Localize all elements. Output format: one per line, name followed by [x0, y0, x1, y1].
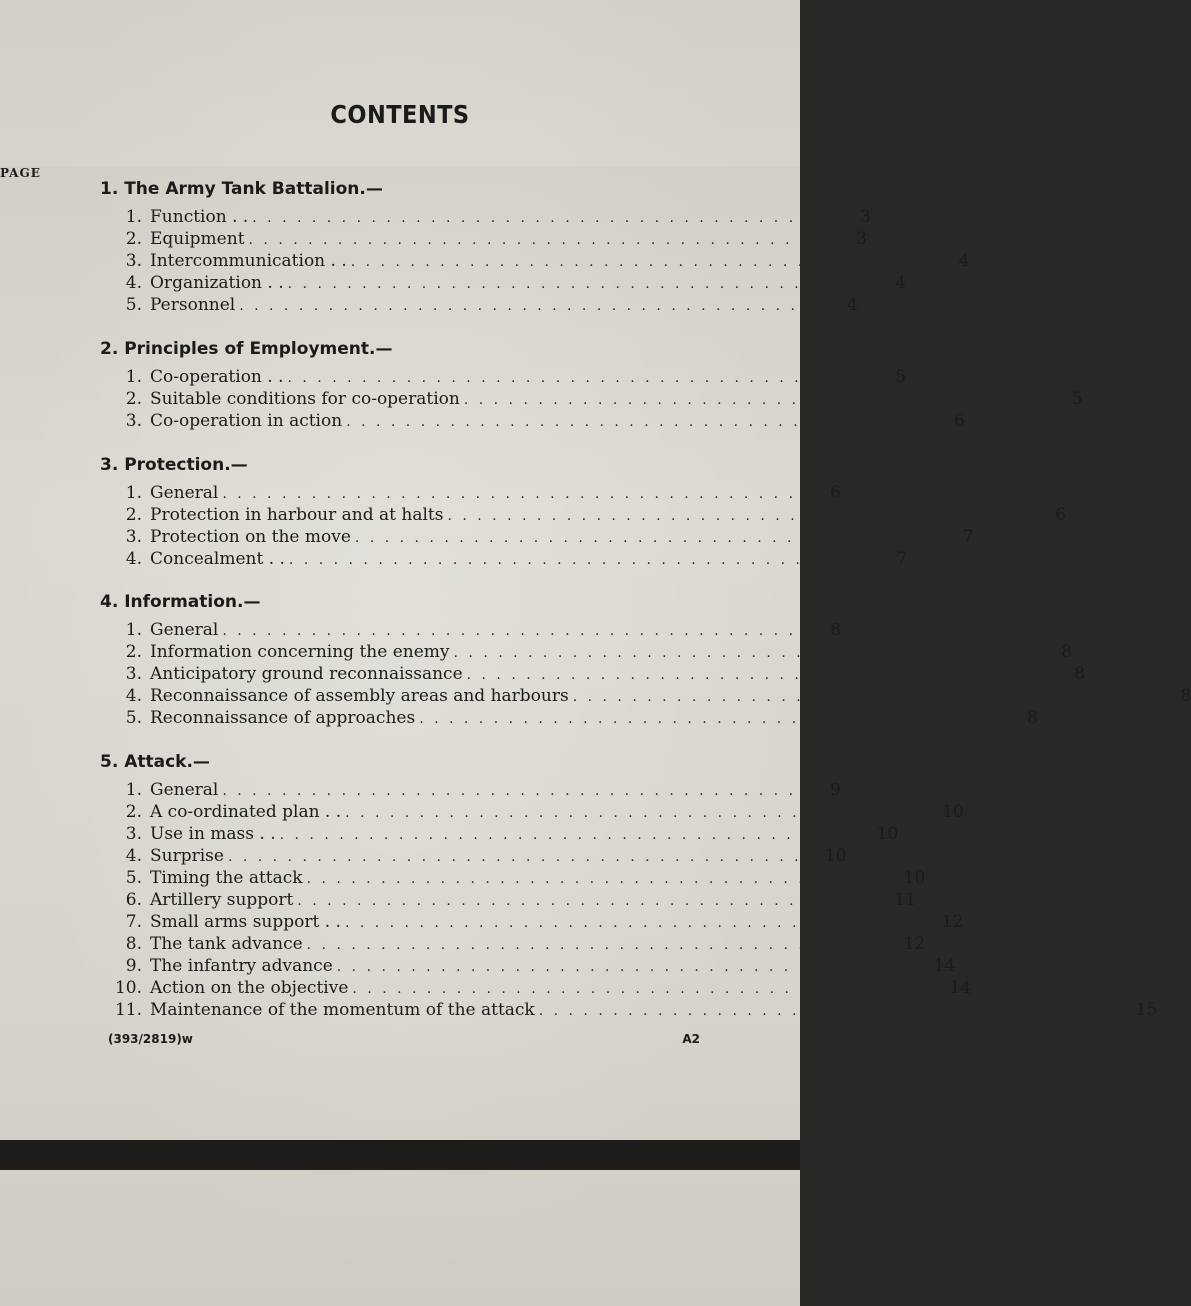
entry-page: 6 — [1055, 505, 1067, 525]
entry-number: 1. — [125, 780, 142, 800]
toc-entry — [100, 999, 1158, 1021]
toc-entry — [100, 933, 926, 955]
entry-label: Intercommunication . . — [150, 251, 347, 271]
entry-label: Reconnaissance of approaches — [150, 708, 416, 728]
entry-number: 5. — [125, 868, 142, 888]
entry-label: Protection in harbour and at halts — [150, 505, 444, 525]
entry-label: Artillery support — [150, 890, 294, 910]
entry-number: 5. — [125, 295, 142, 315]
dot-leader: . . . . . . . . . . . . . . . . . . . . . . . . . . . . . . . . . . . . . . . . — [453, 645, 1043, 661]
section-title: 2. Principles of Employment.— — [100, 339, 393, 359]
entry-label: Co-operation in action — [150, 411, 343, 431]
toc-entry — [100, 619, 841, 641]
dot-leader: . . . . . . . . . . . . . . . . . . . . . . . . . . . . . . . . . . . . . . . . — [287, 370, 877, 386]
toc-entry — [100, 823, 899, 845]
entry-number: 1. — [125, 620, 142, 640]
entry-number: 11. — [114, 1000, 142, 1020]
entry-page: 8 — [1180, 686, 1191, 706]
toc-entry — [100, 911, 964, 933]
toc-section — [100, 176, 970, 316]
toc-entry — [100, 641, 1073, 663]
entry-page: 5 — [1071, 389, 1083, 409]
entry-label: Reconnaissance of assembly areas and harbours — [150, 686, 569, 706]
toc-entry — [100, 206, 871, 228]
entry-label: Protection on the move — [150, 527, 351, 547]
entry-page: 8 — [830, 620, 841, 640]
dot-leader: . . . . . . . . . . . . . . . . . . . . . . . . . . . . . . . . . . . . . . . . — [297, 893, 886, 909]
toc-entry — [100, 504, 1067, 526]
page-title: CONTENTS — [330, 100, 470, 129]
toc-section — [100, 336, 1083, 432]
dot-leader: . . . . . . . . . . . . . . . . . . . . . . . . . . . . . . . . . . . . . . . . — [466, 667, 1056, 683]
entry-label: Action on the objective — [150, 978, 349, 998]
entry-number: 3. — [125, 824, 142, 844]
dot-leader: . . . . . . . . . . . . . . . . . . . . . . . . . . . . . . . . . . . . . . . . — [350, 254, 940, 270]
entry-label: A co-ordinated plan . . — [150, 802, 342, 822]
toc-entry — [100, 779, 841, 801]
entry-number: 7. — [125, 912, 142, 932]
dot-leader: . . . . . . . . . . . . . . . . . . . . . . . . . . . . . . . . . . . . . . . . — [279, 827, 869, 843]
entry-number: 10. — [114, 978, 142, 998]
entry-number: 8. — [125, 934, 142, 954]
entry-label: General — [150, 620, 219, 640]
entry-page: 6 — [953, 411, 965, 431]
entry-page: 8 — [1074, 664, 1086, 684]
entry-label: Concealment . . — [150, 549, 285, 569]
toc-entry — [100, 685, 1191, 707]
dot-leader: . . . . . . . . . . . . . . . . . . . . . . . . . . . . . . . . . . . . . . . . — [354, 530, 944, 546]
page-column-header: PAGE — [0, 166, 800, 1306]
toc-section — [100, 589, 1191, 729]
dot-leader: . . . . . . . . . . . . . . . . . . . . . . . . . . . . . . . . . . . . . . . . — [572, 689, 1162, 705]
dot-leader: . . . . . . . . . . . . . . . . . . . . . . . . . . . . . . . . . . . . . . . . — [288, 552, 878, 568]
entry-page: 4 — [895, 273, 907, 293]
entry-number: 4. — [125, 549, 142, 569]
entry-number: 2. — [125, 642, 142, 662]
toc-section — [100, 452, 1067, 570]
entry-page: 15 — [1135, 1000, 1158, 1020]
entry-label: Suitable conditions for co-operation — [150, 389, 460, 409]
dot-leader: . . . . . . . . . . . . . . . . . . . . . . . . . . . . . . . . . . . . . . . . — [222, 623, 811, 639]
entry-number: 2. — [125, 505, 142, 525]
entry-number: 2. — [125, 229, 142, 249]
entry-number: 3. — [125, 664, 142, 684]
entry-label: Small arms support . . — [150, 912, 341, 932]
dot-leader: . . . . . . . . . . . . . . . . . . . . . . . . . . . . . . . . . . . . . . . . — [306, 871, 896, 887]
dot-leader: . . . . . . . . . . . . . . . . . . . . . . . . . . . . . . . . . . . . . . . . — [222, 783, 811, 799]
entry-number: 3. — [125, 251, 142, 271]
toc-entry — [100, 388, 1083, 410]
toc-entry — [100, 845, 847, 867]
entry-number: 9. — [125, 956, 142, 976]
dot-leader: . . . . . . . . . . . . . . . . . . . . . . . . . . . . . . . . . . . . . . . . — [419, 711, 1008, 727]
toc-entry — [100, 889, 916, 911]
dot-leader: . . . . . . . . . . . . . . . . . . . . . . . . . . . . . . . . . . . . . . . . — [346, 414, 935, 430]
entry-number: 6. — [125, 890, 142, 910]
entry-page: 6 — [830, 483, 841, 503]
toc-entry — [100, 663, 1086, 685]
dot-leader: . . . . . . . . . . . . . . . . . . . . . . . . . . . . . . . . . . . . . . . . — [222, 486, 811, 502]
entry-label: Timing the attack — [150, 868, 303, 888]
entry-page: 8 — [1061, 642, 1073, 662]
entry-page: 7 — [962, 527, 974, 547]
entry-number: 3. — [125, 411, 142, 431]
background-surface — [0, 1140, 800, 1170]
entry-page: 10 — [824, 846, 847, 866]
toc-entry — [100, 526, 974, 548]
entry-page: 10 — [942, 802, 964, 822]
entry-label: General — [150, 780, 219, 800]
dot-leader: . . . . . . . . . . . . . . . . . . . . . . . . . . . . . . . . . . . . . . . . — [227, 849, 817, 865]
entry-number: 1. — [125, 207, 142, 227]
dot-leader: . . . . . . . . . . . . . . . . . . . . . . . . . . . . . . . . . . . . . . . . — [447, 508, 1037, 524]
dot-leader: . . . . . . . . . . . . . . . . . . . . . . . . . . . . . . . . . . . . . . . . — [252, 210, 841, 226]
entry-label: The infantry advance — [150, 956, 333, 976]
entry-label: Anticipatory ground reconnaissance — [150, 664, 463, 684]
section-title: 1. The Army Tank Battalion.— — [100, 179, 383, 199]
entry-number: 5. — [125, 708, 142, 728]
entry-label: Surprise — [150, 846, 224, 866]
dot-leader: . . . . . . . . . . . . . . . . . . . . . . . . . . . . . . . . . . . . . . . . — [538, 1003, 1128, 1019]
dot-leader: . . . . . . . . . . . . . . . . . . . . . . . . . . . . . . . . . . . . . . . . — [463, 392, 1053, 408]
entry-number: 2. — [125, 802, 142, 822]
entry-label: Function . . — [150, 207, 249, 227]
section-title: 3. Protection.— — [100, 455, 248, 475]
entry-page: 10 — [876, 824, 899, 844]
toc-entry — [100, 548, 908, 570]
entry-page: 9 — [830, 780, 841, 800]
entry-number: 1. — [125, 367, 142, 387]
entry-page: 10 — [903, 868, 926, 888]
dot-leader: . . . . . . . . . . . . . . . . . . . . . . . . . . . . . . . . . . . . . . . . — [248, 232, 838, 248]
toc-entry — [100, 250, 970, 272]
dot-leader: . . . . . . . . . . . . . . . . . . . . . . . . . . . . . . . . . . . . . . . . — [287, 276, 877, 292]
entry-page: 12 — [903, 934, 926, 954]
toc-entry — [100, 977, 971, 999]
entry-label: Equipment — [150, 229, 245, 249]
entry-label: Co-operation . . — [150, 367, 284, 387]
signature-mark: A2 — [682, 1032, 700, 1046]
entry-page: 11 — [894, 890, 916, 910]
dot-leader: . . . . . . . . . . . . . . . . . . . . . . . . . . . . . . . . . . . . . . . . — [239, 298, 828, 314]
toc-entry — [100, 867, 926, 889]
entry-label: Maintenance of the momentum of the attack — [150, 1000, 535, 1020]
entry-page: 12 — [941, 912, 964, 932]
entry-page: 14 — [933, 956, 956, 976]
entry-label: Personnel — [150, 295, 236, 315]
entry-page: 5 — [895, 367, 907, 387]
toc-entry — [100, 801, 964, 823]
entry-page: 3 — [856, 229, 868, 249]
entry-page: 8 — [1026, 708, 1038, 728]
toc-entry — [100, 410, 965, 432]
entry-number: 4. — [125, 273, 142, 293]
entry-label: The tank advance — [150, 934, 303, 954]
dot-leader: . . . . . . . . . . . . . . . . . . . . . . . . . . . . . . . . . . . . . . . . — [344, 915, 934, 931]
section-title: 4. Information.— — [100, 592, 261, 612]
entry-page: 3 — [860, 207, 871, 227]
entry-label: Use in mass . . — [150, 824, 276, 844]
toc-entry — [100, 272, 907, 294]
toc-entry — [100, 228, 868, 250]
entry-number: 2. — [125, 389, 142, 409]
entry-page: 4 — [958, 251, 970, 271]
entry-label: General — [150, 483, 219, 503]
entry-number: 3. — [125, 527, 142, 547]
print-code: (393/2819)w — [108, 1032, 193, 1046]
entry-label: Organization . . — [150, 273, 284, 293]
toc-entry — [100, 482, 841, 504]
entry-page: 4 — [846, 295, 858, 315]
entry-label: Information concerning the enemy — [150, 642, 450, 662]
entry-number: 4. — [125, 686, 142, 706]
dot-leader: . . . . . . . . . . . . . . . . . . . . . . . . . . . . . . . . . . . . . . . . — [345, 805, 934, 821]
toc-entry — [100, 366, 907, 388]
entry-number: 4. — [125, 846, 142, 866]
section-title: 5. Attack.— — [100, 752, 210, 772]
dot-leader: . . . . . . . . . . . . . . . . . . . . . . . . . . . . . . . . . . . . . . . . — [336, 959, 926, 975]
toc-entry — [100, 294, 858, 316]
toc-section — [100, 749, 1158, 1021]
toc-entry — [100, 955, 956, 977]
entry-page: 14 — [949, 978, 971, 998]
toc-entry — [100, 707, 1038, 729]
dot-leader: . . . . . . . . . . . . . . . . . . . . . . . . . . . . . . . . . . . . . . . . — [306, 937, 896, 953]
entry-number: 1. — [125, 483, 142, 503]
dot-leader: . . . . . . . . . . . . . . . . . . . . . . . . . . . . . . . . . . . . . . . . — [352, 981, 941, 997]
entry-page: 7 — [896, 549, 908, 569]
